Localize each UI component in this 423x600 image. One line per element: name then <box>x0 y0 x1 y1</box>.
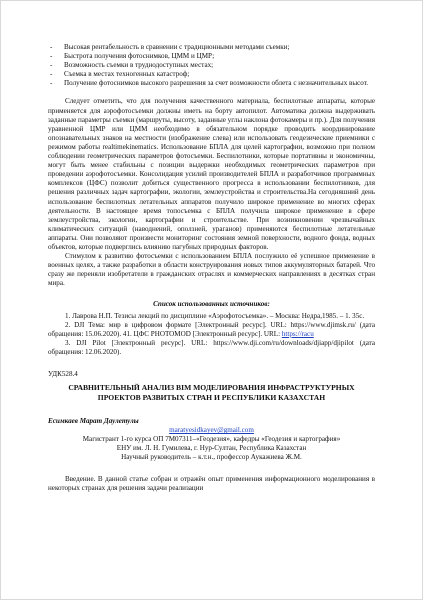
affiliation-line: Научный руководитель – к.т.н., профессор Аукажиева Ж.М. <box>121 453 302 462</box>
references-heading: Список использованных источников: <box>153 300 270 309</box>
email-link[interactable]: maratyesidkayev@gmail.com <box>169 426 254 435</box>
article-title: СРАВНИТЕЛЬНЫЙ АНАЛИЗ BIM МОДЕЛИРОВАНИЯ ИНФРАСТРУКТУРНЫХ ПРОЕКТОВ РАЗВИТЫХ СТРАН И РЕСПУБЛИКИ КАЗАХСТАН <box>68 383 355 403</box>
page-content <box>48 43 375 493</box>
reference-link[interactable]: https://racu <box>281 329 314 338</box>
reference-item: 2. DJI Тема: мир в цифровом формате [Электронный ресурс]. URL: https://www.djimsk.ru/ (дата обращения: 15.06.2020). 41. ЦФС PHOTOMOD [Электронный ресурс]. URL: https://racu <box>48 320 375 338</box>
body-paragraph: Следует отметить, что для получения качественного материала, беспилотные аппараты, которые применяется для аэрофотосъемки должны иметь на борту автопилот. Автоматика должна выдерживать заданные параметры съемки (маршруты, высоту, заданные углы наклона фотокамеры и пр.). Для получения уравненной ЦМР или ЦММ необходимо в обязательном порядке проводить координирование опознавательных знаков на местности (изображение слева) или использовать геодезические приемники с режимом работы realtimekinematics. Использование БПЛА для целей картографии, возможно при полном соблюдении геометрических параметров фотосъемки. Беспилотники, которые портативны и экономичны, могут быть менее стабильны с позиции выдержки необходимых геометрических параметров при проведении аэрофотосъемки. Консолидация усилий производителей БПЛА и разработчиков программных комплексов (ЦФС) позволит добиться существенного прогресса в использовании беспилотников, для решения различных задач картографии, экологии, землеустройства и строительства.На сегодняшний день использование беспилотных летательных аппаратов получило широкое применение во многих сферах деятельности. В настоящее время топосъемка с БПЛА получила широкое применение в сфере землеустройства, экологии, картографии и строительстве. При возникновении чрезвычайных климатических ситуаций (наводнений, оползней, ураганов) применяются беспилотные летательные аппараты. Они позволяют произвести мониторинг состояния земной поверхности, водного фонда, водных объектов, которые подверглись влиянию пагубных природных факторов. <box>48 97 375 251</box>
body-paragraph: Стимулом к развитию фотосъемки с использованием БПЛА послужило её успешное применение в военных целях, а также разработки в области конструирования новых типов аккумуляторных батарей. Что сразу же переняли изобретатели в гражданских отраслях и коммерческих направлениях в десятках стран мира. <box>48 252 375 288</box>
bullet-text: Получение фотоснимков высокого разрешения за счет возможности облета с незначительных высот. <box>64 79 369 88</box>
advantages-list <box>48 43 375 88</box>
bullet-text: Высокая рентабельность в сравнении с традиционными методами съемки; <box>64 43 290 51</box>
affiliation-line: Магистрант 1-го курса ОП 7M07311–«Геодезия», кафедры «Геодезия и картография» <box>82 435 341 444</box>
author-name: Есимкаев Марат Даулетулы <box>48 417 139 426</box>
author-email <box>48 426 375 435</box>
bullet-text: Быстрота получения фотоснимков, ЦММ и ЦМР; <box>64 52 215 61</box>
reference-item: 1. Лаврова Н.П. Тезисы лекций по дисциплине «Аэрофотосъемка». – Москва: Недра,1985. – 1. 35с. <box>65 311 365 320</box>
list-item: - Высокая рентабельность в сравнении с традиционными методами съемки; <box>50 43 290 51</box>
bullet-text: Съемка в местах техногенных катастроф; <box>64 70 190 79</box>
list-item: - Возможность съемки в труднодоступных местах; <box>50 61 214 70</box>
intro-paragraph: Введение. В данной статье собран и отражён опыт применения информационного моделирования в некоторых странах для решения задачи реализации <box>48 474 375 492</box>
affiliation-line: ЕНУ им. Л. Н. Гумилева, г. Нур-Султан, Республика Казахстан <box>116 444 307 453</box>
udk-code: УДК528.4 <box>48 370 78 378</box>
bullet-text: Возможность съемки в труднодоступных местах; <box>64 61 214 70</box>
list-item: - Получение фотоснимков высокого разрешения за счет возможности облета с незначительных высот. <box>50 79 369 88</box>
list-item: - Быстрота получения фотоснимков, ЦММ и ЦМР; <box>50 52 215 61</box>
list-item: - Съемка в местах техногенных катастроф; <box>50 70 190 79</box>
reference-item: 3. DJI Pilot [Электронный ресурс]. URL: https://www.dji.com/ru/downloads/djiapp/djipilot (дата обращения: 12.06.2020). <box>48 338 375 356</box>
